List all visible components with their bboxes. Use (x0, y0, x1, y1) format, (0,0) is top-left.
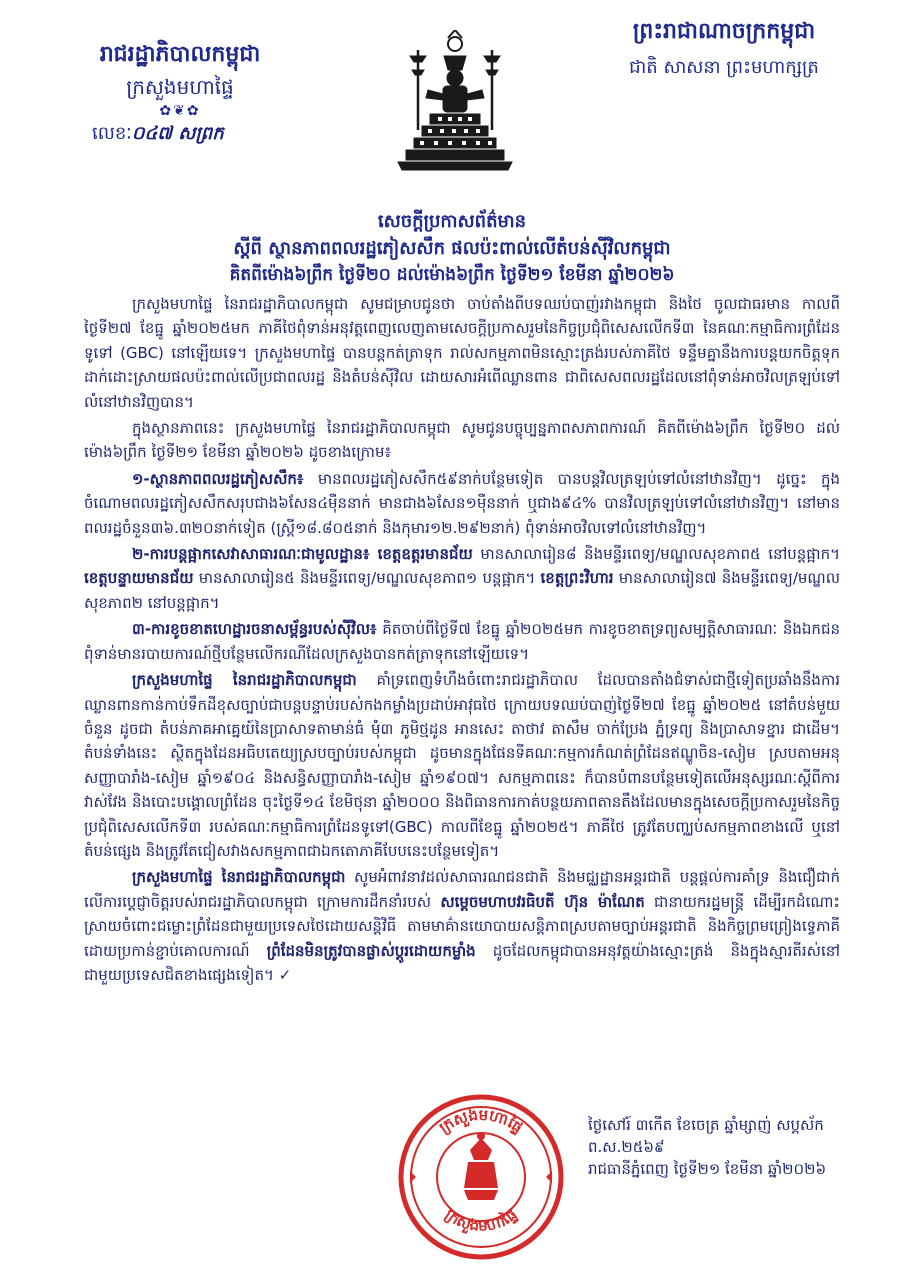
paragraph-condemnation (84, 668, 840, 863)
seal-text-bottom: ក្រសួងមហាផ្ទៃ (441, 1205, 521, 1235)
issuer-header (70, 40, 290, 148)
government-name: រាជរដ្ឋាភិបាលកម្ពុជា (99, 42, 261, 67)
province-banteay-meanchey: ខេត្តបន្ទាយមានជ័យ (84, 569, 194, 588)
kingdom-header (584, 16, 864, 82)
document-body (84, 292, 840, 989)
royal-emblem-icon (388, 30, 522, 180)
paragraph-services (84, 542, 840, 615)
section-text-appeal-a: សូមអំពាវនាវដល់សាធារណជនជាតិ និងមជ្ឈដ្ឋានអន្តរជាតិ បន្តផ្តល់ការគាំទ្រ និងជឿជាក់លើការប្តេជ្ញាចិត្តរបស់រាជរដ្ឋាភិបាលកម្ពុជា ក្រោមការដឹកនាំរបស់ (84, 868, 840, 911)
document-subject: ស្តីពី ស្ថានភាពពលរដ្ឋភៀសសឹក ផលប៉ះពាល់លើតំបន់ស៊ីវិលកម្ពុជា (233, 238, 671, 259)
ministry-ref-condemnation: ក្រសួងមហាផ្ទៃ នៃរាជរដ្ឋាភិបាលកម្ពុជា (132, 671, 357, 690)
reference-value: ០៤៧ សព្រក (131, 123, 224, 144)
ministry-ref-appeal: ក្រសួងមហាផ្ទៃ នៃរាជរដ្ឋាភិបាលកម្ពុជា (132, 868, 346, 887)
section-text-appeal-c: ដូចដែលកម្ពុជាបានអនុវត្តយ៉ាងស្មោះត្រង់ និងក្នុងស្មារតីរស់នៅជាមួយប្រទេសជិតខាងផ្សេងទៀត។ ✓ (84, 941, 840, 984)
kingdom-name: ព្រះរាជាណាចក្រកម្ពុជា (632, 19, 816, 44)
paragraph-infrastructure (84, 617, 840, 666)
section-heading-refugees: ១-ស្ថានភាពពលរដ្ឋភៀសសឹក៖ (132, 469, 304, 488)
prime-minister-name: សម្តេចមហាបវរធិបតី ហ៊ុន ម៉ាណែត (440, 892, 645, 911)
ministry-seal-icon (396, 1092, 566, 1262)
section-text-services-a: មានសាលារៀន៨ និងមន្ទីរពេទ្យ/មណ្ឌលសុខភាព៥ នៅបន្តផ្អាក។ (472, 545, 840, 564)
national-motto: ជាតិ សាសនា ព្រះមហាក្សត្រ (629, 57, 819, 78)
province-preah-vihear: ខេត្តព្រះវិហារ (540, 569, 614, 588)
paragraph-refugees (84, 467, 840, 540)
seal-text-top: ក្រសួងមហាផ្ទៃ (435, 1105, 527, 1137)
paragraph-intro: ក្រសួងមហាផ្ទៃ នៃរាជរដ្ឋាភិបាលកម្ពុជា សូមជម្រាបជូនថា ចាប់តាំងពីបទឈប់បាញ់រវាងកម្ពុជា និងថៃ ចូលជាធរមាន កាលពីថ្ងៃទី២៧ ខែធ្នូ ឆ្នាំ២០២៥មក ភាគីថៃពុំទាន់អនុវត្តពេញលេញតាមសេចក្តីប្រកាសរួមនៃកិច្ចប្រជុំពិសេសលើកទី៣ នៃគណៈកម្មាធិការព្រំដែនទូទៅ (GBC) នៅឡើយទេ។ ក្រសួងមហាផ្ទៃ បានបន្តកត់ត្រាទុក រាល់សកម្មភាពមិនស្មោះត្រង់របស់ភាគីថៃ ទន្ទឹមគ្នានឹងការបន្តយកចិត្តទុកដាក់ដោះស្រាយផលប៉ះពាល់លើប្រជាពលរដ្ឋ និងតំបន់ស៊ីវិល ដោយសារអំពើឈ្លានពាន ជាពិសេសពលរដ្ឋដែលនៅពុំទាន់អាចវិលត្រឡប់ទៅលំនៅឋានវិញបាន។ (84, 295, 840, 411)
ornament-divider: ✿❦✿ (159, 103, 201, 119)
lunar-date: ថ្ងៃសៅរ៍ ៣កើត ខែចេត្រ ឆ្នាំម្សាញ់ សប្តស័ក ព.ស.២៥៦៩ (588, 1116, 824, 1156)
section-text-services-c: មានសាលារៀន៧ និងមន្ទីរពេទ្យ/មណ្ឌលសុខភាព២ នៅបន្តផ្អាក។ (84, 569, 841, 612)
paragraph-situation: ក្នុងស្ថានភាពនេះ ក្រសួងមហាផ្ទៃ នៃរាជរដ្ឋាភិបាលកម្ពុជា សូមជូនបច្ចុប្បន្នភាពសភាពការណ៍ គិតពីម៉ោង៦ព្រឹក ថ្ងៃទី២០ ដល់ម៉ោង៦ព្រឹក ថ្ងៃទី២១ ខែមីនា ឆ្នាំ២០២៦ ដូចខាងក្រោម៖ (84, 419, 840, 462)
section-text-services-b: មានសាលារៀន៥ និងមន្ទីរពេទ្យ/មណ្ឌលសុខភាព១ បន្តផ្អាក។ (193, 569, 541, 588)
document-title: សេចក្តីប្រកាសព័ត៌មាន (377, 211, 527, 232)
reference-number (70, 120, 290, 148)
border-principle: ព្រំដែនមិនត្រូវបានផ្លាស់ប្តូរដោយកម្លាំង (266, 941, 476, 960)
section-text-infrastructure: គិតចាប់ពីថ្ងៃទី៧ ខែធ្នូ ឆ្នាំ២០២៥មក ការខូចខាតទ្រព្យសម្បត្តិសាធារណៈ និងឯកជន ពុំទាន់មានរបាយការណ៍ថ្មីបន្ថែមលើករណីដែលក្រសួងបានកត់ត្រាទុកនៅឡើយទេ។ (84, 620, 840, 663)
section-text-appeal-b: ជានាយករដ្ឋមន្ត្រី ដើម្បីរកដំណោះស្រាយចំពោះជម្លោះព្រំដែនជាមួយប្រទេសថៃដោយសន្តិវិធី តាមមាគ៌ានយោបាយសន្តិភាពស្របតាមច្បាប់អន្តរជាតិ និងកិច្ចព្រមព្រៀងទ្វេភាគី ដោយប្រកាន់ខ្ជាប់គោលការណ៍ (84, 892, 840, 960)
reporting-period: គិតពីម៉ោង៦ព្រឹក ថ្ងៃទី២០ ដល់ម៉ោង៦ព្រឹក ថ្ងៃទី២១ ខែមីនា ឆ្នាំ២០២៦ (229, 265, 675, 285)
signature-date-block (588, 1114, 848, 1180)
section-text-condemnation: គាំទ្រពេញទំហឹងចំពោះរាជរដ្ឋាភិបាល ដែលបានតាំងជំទាស់ជាថ្មីទៀតប្រឆាំងនឹងការឈ្លានពានកាន់កាប់ទឹកដីខុសច្បាប់ជាបន្តបន្ទាប់របស់កងកម្លាំងប្រដាប់អាវុធថៃ ក្រោយបទឈប់បាញ់ថ្ងៃទី២៧ ខែធ្នូ ឆ្នាំ២០២៥ នៅតំបន់មួយចំនួន ដូចជា តំបន់ភាគអាគ្នេយ៍នៃប្រាសាទតាមាន់ធំ ម៉ុំ៣ ភូមិថ្មដូន អានសេះ តាថាវ តាសឹម ចាក់ប្រែង ភ្នំទ្រព្យ និងប្រាសាទខ្នារ ជាដើម។ តំបន់ទាំងនេះ ស្ថិតក្នុងដែនអធិបតេយ្យស្របច្បាប់របស់កម្ពុជា ដូចមានក្នុងផែនទីគណៈកម្មការកំណត់ព្រំដែនឥណ្ឌូចិន-សៀម ស្របតាមអនុសញ្ញាបារាំង-សៀម ឆ្នាំ១៩០៤ និងសន្ធិសញ្ញាបារាំង-សៀម ឆ្នាំ១៩០៧។ សកម្មភាពនេះ ក៏បានបំពានបន្ថែមទៀតលើអនុស្សរណៈស្តីពីការវាស់វែង និងបោះបង្គោលព្រំដែន ចុះថ្ងៃទី១៤ ខែមិថុនា ឆ្នាំ២០០០ និងពិធានការកាត់បន្ថយភាពតានតឹងដែលមានក្នុងសេចក្តីប្រកាសរួមនៃកិច្ចប្រជុំពិសេសលើកទី៣ របស់គណៈកម្មាធិការព្រំដែនទូទៅ(GBC) កាលពីខែធ្នូ ឆ្នាំ២០២៥។ ភាគីថៃ ត្រូវតែបញ្ឈប់សកម្មភាពខាងលើ ឬនៅតំបន់ផ្សេង និងត្រូវតែជៀសវាងសកម្មភាពជាឯកតោភាគីបែបនេះបន្ថែមទៀត។ (84, 671, 840, 860)
solar-date: រាជធានីភ្នំពេញ ថ្ងៃទី២១ ខែមីនា ឆ្នាំ២០២៦ (588, 1160, 827, 1178)
section-heading-services: ២-ការបន្តផ្អាកសេវាសាធារណៈជាមូលដ្ឋាន៖ ខេត្តឧត្តរមានជ័យ (132, 545, 473, 564)
paragraph-appeal (84, 865, 840, 987)
ministry-name: ក្រសួងមហាផ្ទៃ (126, 75, 234, 99)
document-title-block (60, 208, 844, 289)
section-text-refugees: មានពលរដ្ឋភៀសសឹក៥៩នាក់បន្ថែមទៀត បានបន្តវិលត្រឡប់ទៅលំនៅឋានវិញ។ ដូច្នេះ ក្នុងចំណោមពលរដ្ឋភៀសសឹកសរុបជាង៦សែន៤ម៉ឺននាក់ មានជាង៦សែន១ម៉ឺននាក់ ឬជាង៩៤% បានវិលត្រឡប់ទៅលំនៅឋានវិញ។ នៅមានពលរដ្ឋចំនួន៣៦.៣២០នាក់ទៀត (ស្ត្រី១៨.៨០៥នាក់ និងកុមារ១២.២៩២នាក់) ពុំទាន់អាចវិលទៅលំនៅឋានវិញ។ (84, 469, 840, 537)
reference-label: លេខៈ (92, 123, 132, 144)
svg-text:ក្រសួងមហាផ្ទៃ (442, 1204, 521, 1235)
section-heading-infrastructure: ៣-ការខូចខាតហេដ្ឋារចនាសម្ព័ន្ធរបស់ស៊ីវិល៖ (132, 620, 377, 639)
